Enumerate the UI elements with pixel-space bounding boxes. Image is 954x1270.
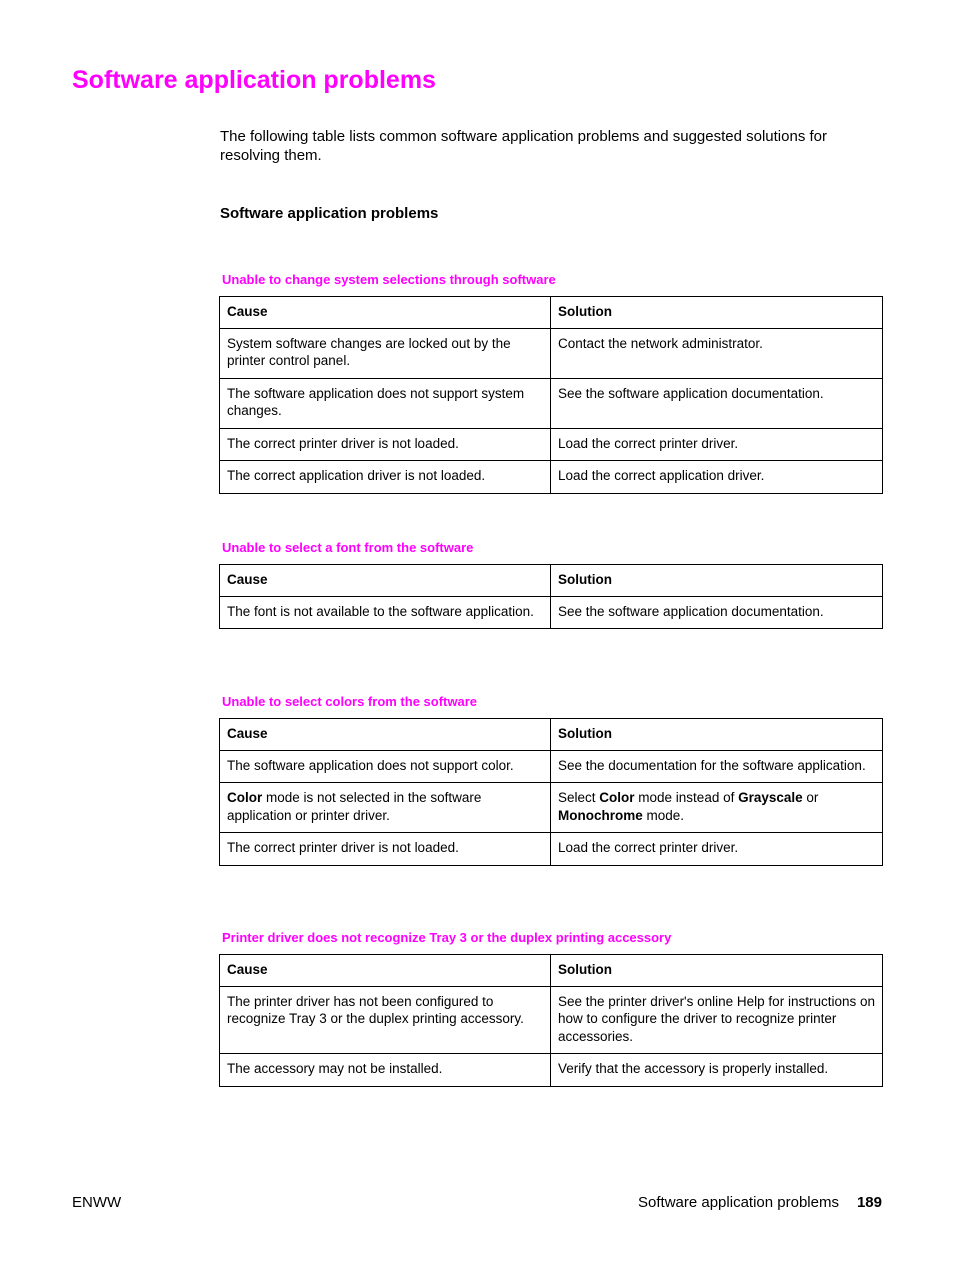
header-solution: Solution — [551, 565, 883, 597]
solution-cell: Load the correct printer driver. — [551, 833, 883, 866]
table-caption-system-selections: Unable to change system selections through software — [222, 272, 556, 287]
table-header-row — [220, 719, 883, 751]
header-cause: Cause — [220, 565, 551, 597]
table-tray3-duplex — [219, 954, 883, 1087]
solution-text: mode. — [642, 807, 685, 823]
cause-cell: The correct printer driver is not loaded. — [220, 833, 551, 866]
color-mode-term: Color — [599, 790, 635, 805]
solution-cell: See the printer driver's online Help for instructions on how to configure the driver to recognize printer accessories. — [551, 986, 883, 1054]
solution-cell: Load the correct printer driver. — [551, 428, 883, 461]
monochrome-term: Monochrome — [558, 807, 643, 823]
solution-text: Select — [558, 790, 600, 805]
solution-text: or — [802, 790, 819, 805]
page-title: Software application problems — [72, 66, 436, 94]
cause-text: mode is not selected in the software application or printer driver. — [227, 790, 482, 823]
table-row — [220, 328, 883, 378]
cause-cell: The printer driver has not been configured to recognize Tray 3 or the duplex printing accessory. — [220, 986, 551, 1054]
cause-cell: The correct application driver is not loaded. — [220, 461, 551, 494]
table-caption-colors: Unable to select colors from the software — [222, 694, 478, 709]
grayscale-term: Grayscale — [738, 790, 803, 805]
section-heading: Software application problems — [220, 205, 439, 222]
intro-paragraph: The following table lists common software application problems and suggested solutions for resolving them. — [220, 128, 827, 164]
cause-cell: System software changes are locked out by the printer control panel. — [220, 328, 551, 378]
table-row — [220, 378, 883, 428]
header-solution: Solution — [551, 719, 883, 751]
table-header-row — [220, 565, 883, 597]
table-row — [220, 833, 883, 866]
header-solution: Solution — [551, 955, 883, 987]
footer-section-title: Software application problems — [638, 1194, 839, 1211]
solution-cell: Contact the network administrator. — [551, 328, 883, 378]
solution-cell: See the software application documentation. — [551, 378, 883, 428]
page-number: 189 — [856, 1194, 882, 1211]
cause-cell: The software application does not support system changes. — [220, 378, 551, 428]
header-cause: Cause — [220, 955, 551, 987]
table-colors — [219, 718, 883, 866]
solution-cell: Load the correct application driver. — [551, 461, 883, 494]
table-row — [220, 428, 883, 461]
solution-cell: See the documentation for the software application. — [551, 750, 883, 783]
solution-cell — [551, 783, 883, 833]
footer-label: ENWW — [72, 1194, 122, 1211]
cause-cell: The accessory may not be installed. — [220, 1054, 551, 1087]
header-solution: Solution — [551, 297, 883, 329]
cause-cell: The correct printer driver is not loaded. — [220, 428, 551, 461]
table-header-row — [220, 297, 883, 329]
cause-cell: The font is not available to the software application. — [220, 596, 551, 629]
table-row — [220, 596, 883, 629]
table-font — [219, 564, 883, 629]
table-caption-tray3-duplex: Printer driver does not recognize Tray 3 or the duplex printing accessory — [222, 930, 672, 945]
solution-cell: Verify that the accessory is properly installed. — [551, 1054, 883, 1087]
solution-text: mode instead of — [634, 790, 739, 805]
table-system-selections — [219, 296, 883, 494]
table-caption-font: Unable to select a font from the software — [222, 540, 474, 555]
table-row — [220, 750, 883, 783]
table-row — [220, 1054, 883, 1087]
table-row — [220, 986, 883, 1054]
color-mode-term: Color — [227, 790, 263, 805]
table-row — [220, 783, 883, 833]
cause-cell: The software application does not support color. — [220, 750, 551, 783]
cause-cell — [220, 783, 551, 833]
footer-right — [638, 1193, 882, 1212]
table-row — [220, 461, 883, 494]
solution-cell: See the software application documentation. — [551, 596, 883, 629]
header-cause: Cause — [220, 297, 551, 329]
table-header-row — [220, 955, 883, 987]
header-cause: Cause — [220, 719, 551, 751]
